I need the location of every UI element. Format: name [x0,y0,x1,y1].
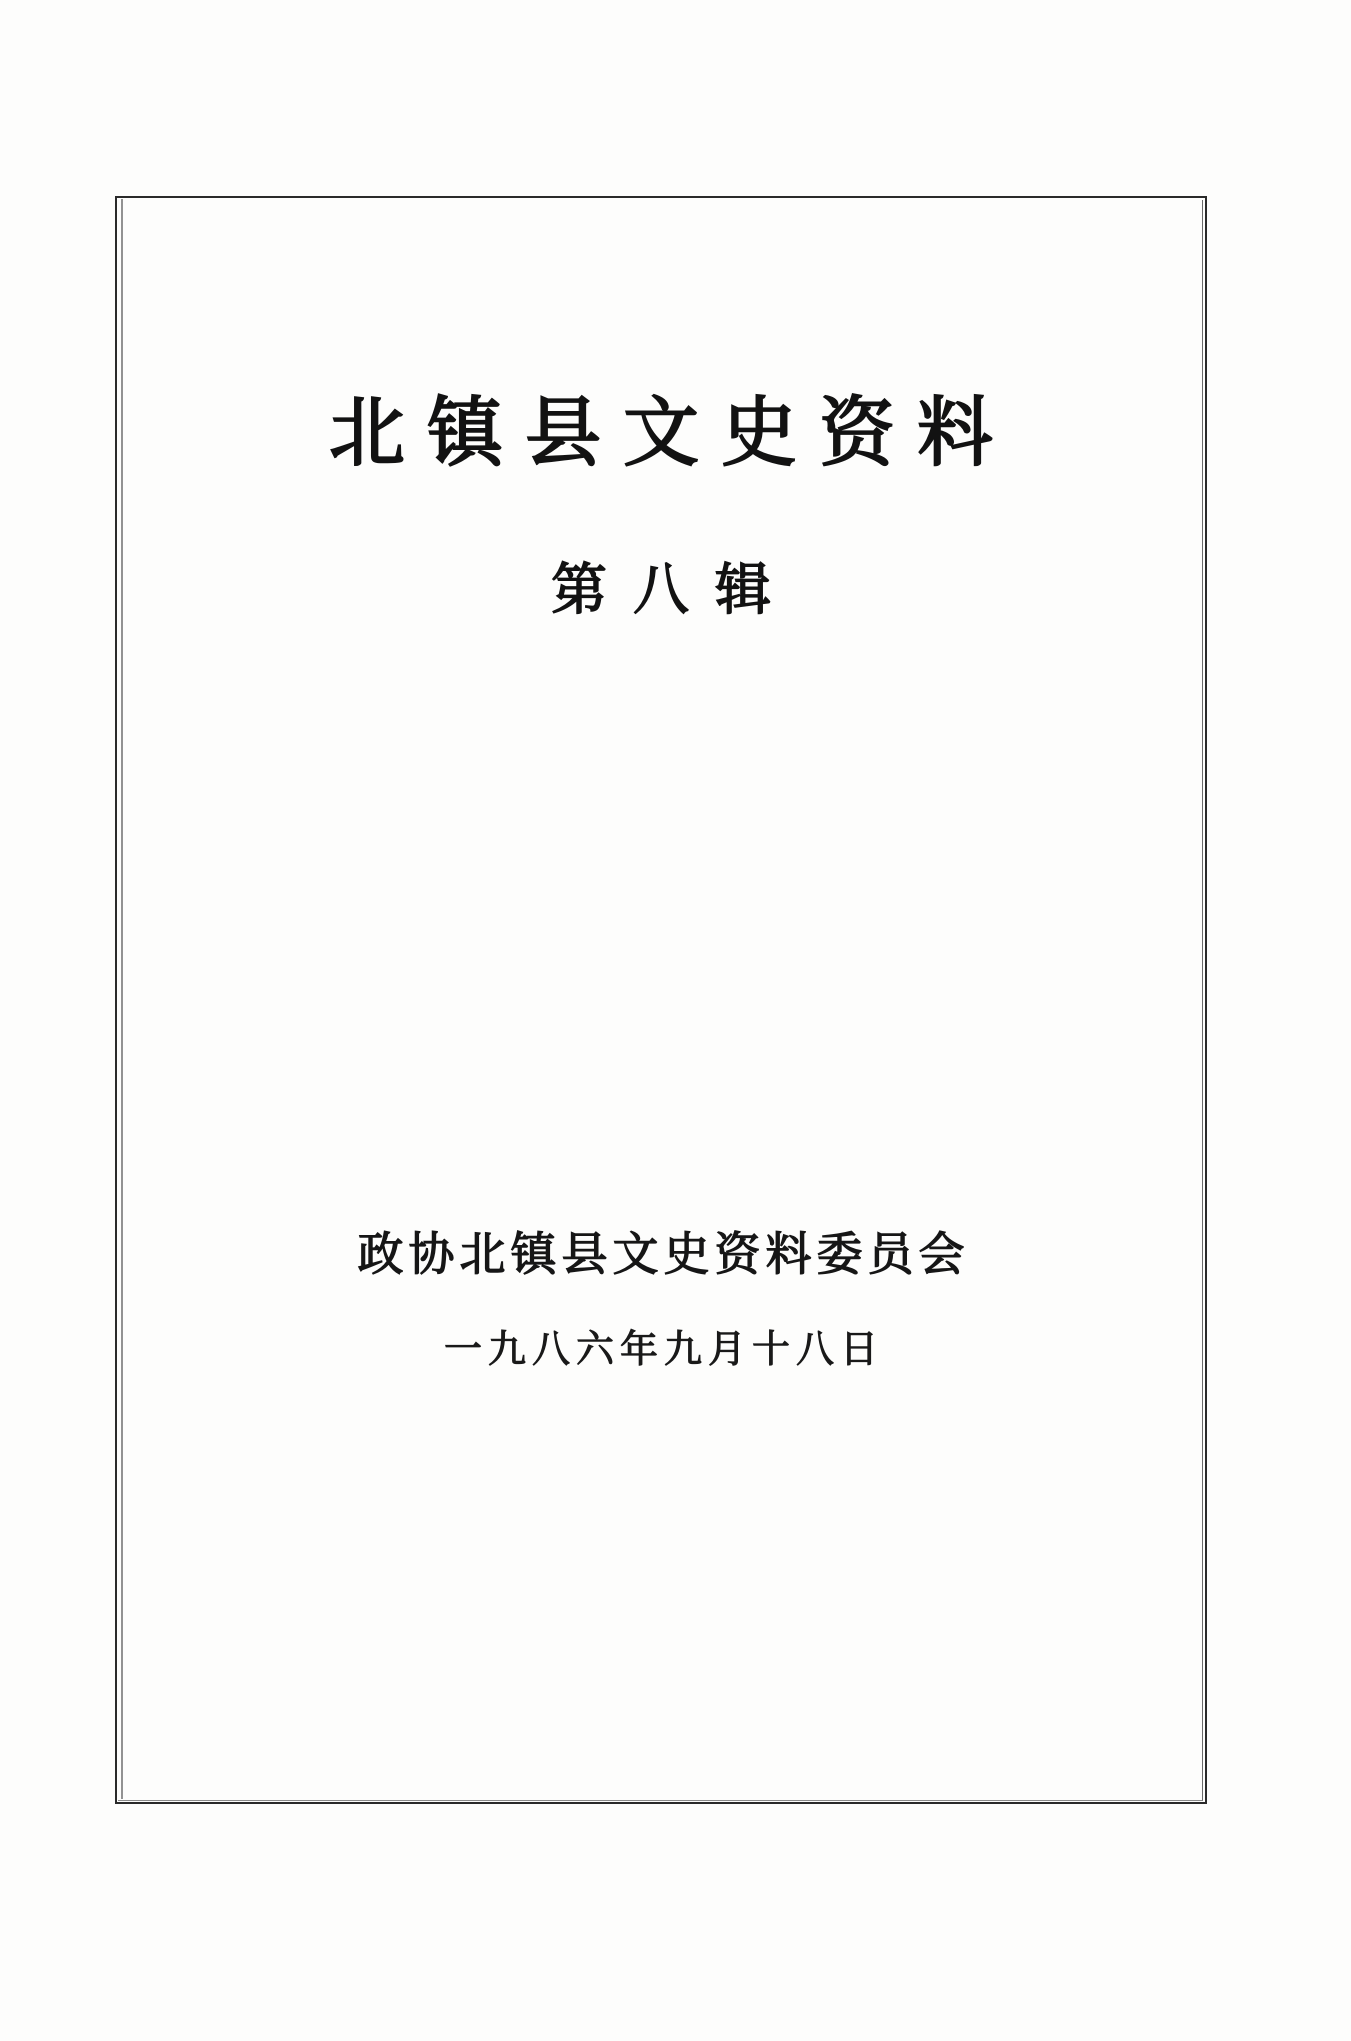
publication-date: 一九八六年九月十八日 [443,1326,884,1371]
cover-content [115,196,1207,1804]
publisher-name: 政协北镇县文史资料委员会 [357,1227,970,1281]
page-title: 北镇县文史资料 [329,388,1015,477]
volume-label: 第八辑 [551,558,797,623]
